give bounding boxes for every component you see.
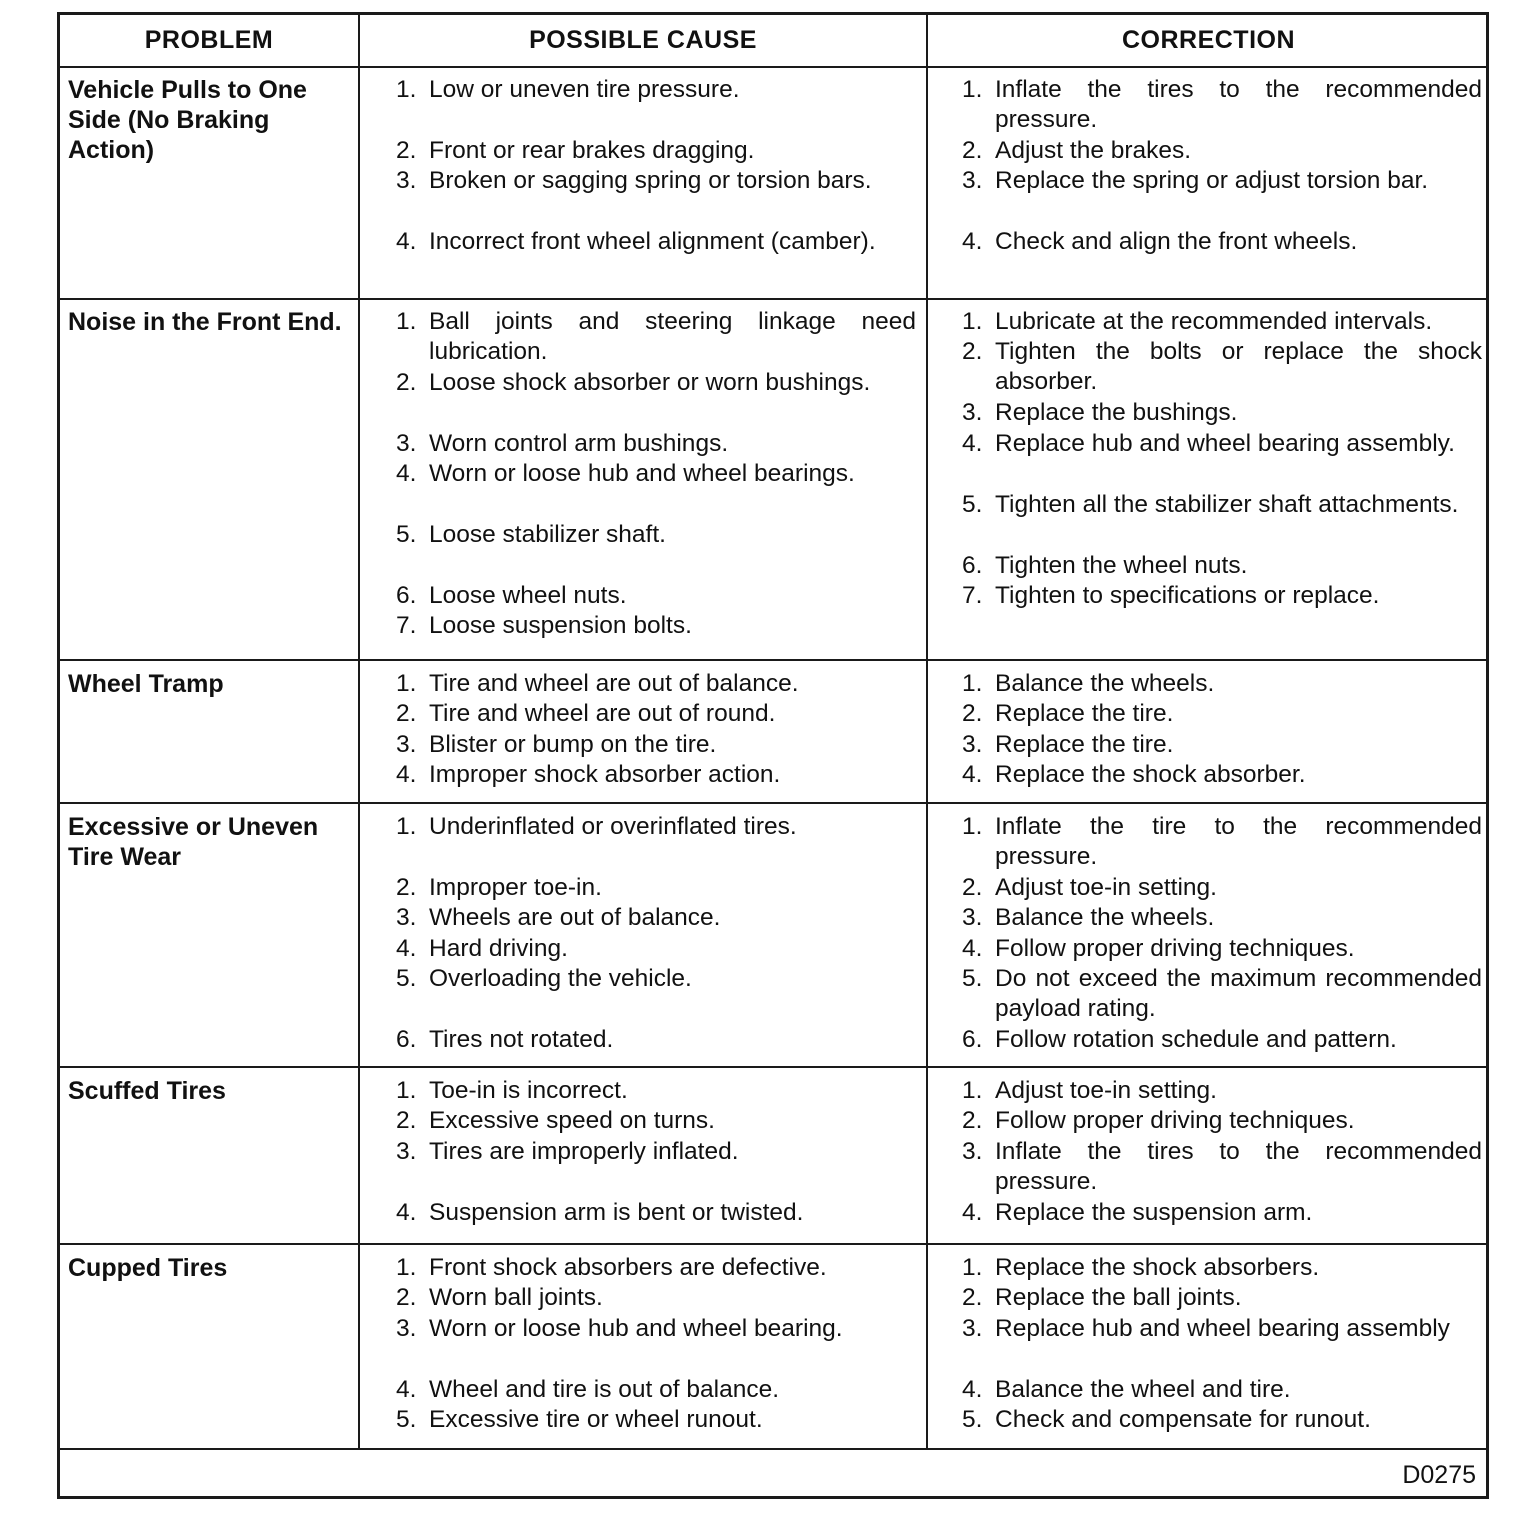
item-text: Front shock absorbers are defective. xyxy=(429,1254,827,1281)
item-number: 5. xyxy=(962,965,983,992)
correction-item xyxy=(962,1137,1482,1198)
item-text: Excessive speed on turns. xyxy=(429,1107,715,1134)
item-text: Replace hub and wheel bearing assembly xyxy=(995,1315,1450,1342)
item-number: 2. xyxy=(396,1107,417,1134)
item-number: 2. xyxy=(962,1107,983,1134)
cause-item xyxy=(396,873,916,903)
table-row xyxy=(60,300,1486,661)
item-text: Replace hub and wheel bearing assembly. xyxy=(995,430,1455,457)
cause-item xyxy=(396,812,916,842)
correction-item xyxy=(962,1253,1482,1283)
item-text: Balance the wheels. xyxy=(995,670,1215,697)
item-number: 5. xyxy=(962,1406,983,1433)
item-number: 1. xyxy=(396,813,417,840)
item-number: 4. xyxy=(396,935,417,962)
item-number: 4. xyxy=(962,228,983,255)
item-text: Replace the spring or adjust torsion bar. xyxy=(995,167,1429,194)
item-text: Adjust toe-in setting. xyxy=(995,1077,1217,1104)
correction-item xyxy=(962,873,1482,903)
table-header-row xyxy=(60,15,1486,68)
item-text: Worn or loose hub and wheel bearings. xyxy=(429,460,855,487)
item-text: Check and align the front wheels. xyxy=(995,228,1358,255)
cause-item xyxy=(396,903,916,933)
item-number: 3. xyxy=(962,731,983,758)
item-number: 1. xyxy=(396,1254,417,1281)
item-number: 1. xyxy=(962,1254,983,1281)
item-number: 2. xyxy=(396,1284,417,1311)
item-text: Tighten to specifications or replace. xyxy=(995,582,1380,609)
item-text: Replace the bushings. xyxy=(995,399,1238,426)
correction-item xyxy=(962,429,1482,459)
item-number: 3. xyxy=(396,430,417,457)
correction-item xyxy=(962,398,1482,428)
item-number: 7. xyxy=(396,612,417,639)
item-number: 4. xyxy=(396,761,417,788)
correction-item xyxy=(962,490,1482,520)
cause-item xyxy=(396,1106,916,1136)
cause-item xyxy=(396,227,916,257)
correction-item xyxy=(962,812,1482,873)
item-number: 3. xyxy=(396,904,417,931)
correction-item xyxy=(962,337,1482,398)
item-text: Check and compensate for runout. xyxy=(995,1406,1371,1433)
correction-item xyxy=(962,1314,1482,1344)
item-text: Inflate the tires to the recommended pressure. xyxy=(995,1138,1482,1196)
item-number: 2. xyxy=(962,1284,983,1311)
item-number: 6. xyxy=(962,1026,983,1053)
item-text: Tire and wheel are out of round. xyxy=(429,700,776,727)
item-number: 2. xyxy=(962,700,983,727)
item-number: 3. xyxy=(962,167,983,194)
cause-item xyxy=(396,136,916,166)
cause-item xyxy=(396,459,916,489)
item-text: Incorrect front wheel alignment (camber). xyxy=(429,228,876,255)
item-number: 2. xyxy=(396,137,417,164)
item-number: 4. xyxy=(962,430,983,457)
item-number: 4. xyxy=(396,1376,417,1403)
cause-item xyxy=(396,699,916,729)
correction-item xyxy=(962,1405,1482,1435)
correction-item xyxy=(962,760,1482,790)
problem-cell: Cupped Tires xyxy=(68,1254,228,1282)
item-text: Blister or bump on the tire. xyxy=(429,731,717,758)
item-text: Replace the tire. xyxy=(995,731,1174,758)
cause-item xyxy=(396,1198,916,1228)
item-text: Front or rear brakes dragging. xyxy=(429,137,755,164)
correction-item xyxy=(962,551,1482,581)
cause-item xyxy=(396,520,916,550)
cause-item xyxy=(396,1253,916,1283)
cause-item xyxy=(396,1375,916,1405)
item-text: Worn ball joints. xyxy=(429,1284,603,1311)
item-text: Tire and wheel are out of balance. xyxy=(429,670,799,697)
problem-cell: Wheel Tramp xyxy=(68,670,224,698)
item-number: 3. xyxy=(962,399,983,426)
column-divider xyxy=(926,15,928,1450)
item-number: 1. xyxy=(962,76,983,103)
item-number: 1. xyxy=(962,308,983,335)
item-number: 3. xyxy=(396,1138,417,1165)
item-text: Adjust the brakes. xyxy=(995,137,1192,164)
item-text: Replace the tire. xyxy=(995,700,1174,727)
item-number: 3. xyxy=(962,904,983,931)
item-text: Loose wheel nuts. xyxy=(429,582,627,609)
header-correction: CORRECTION xyxy=(1121,26,1296,54)
cause-item xyxy=(396,760,916,790)
item-number: 4. xyxy=(396,228,417,255)
item-number: 6. xyxy=(396,582,417,609)
cause-item xyxy=(396,1405,916,1435)
item-number: 4. xyxy=(396,460,417,487)
correction-item xyxy=(962,1198,1482,1228)
item-number: 3. xyxy=(962,1315,983,1342)
item-text: Suspension arm is bent or twisted. xyxy=(429,1199,804,1226)
item-text: Lubricate at the recommended intervals. xyxy=(995,308,1433,335)
cause-item xyxy=(396,581,916,611)
cause-item xyxy=(396,1137,916,1167)
item-text: Low or uneven tire pressure. xyxy=(429,76,740,103)
correction-item xyxy=(962,730,1482,760)
item-number: 1. xyxy=(962,670,983,697)
item-text: Balance the wheels. xyxy=(995,904,1215,931)
item-text: Do not exceed the maximum recommended payload rating. xyxy=(995,965,1482,1023)
item-text: Balance the wheel and tire. xyxy=(995,1376,1291,1403)
cause-item xyxy=(396,1025,916,1055)
item-number: 4. xyxy=(962,1376,983,1403)
correction-item xyxy=(962,1375,1482,1405)
cause-item xyxy=(396,75,916,105)
correction-item xyxy=(962,227,1482,257)
cause-item xyxy=(396,964,916,994)
item-text: Wheel and tire is out of balance. xyxy=(429,1376,780,1403)
item-number: 2. xyxy=(962,874,983,901)
item-number: 6. xyxy=(962,552,983,579)
cause-item xyxy=(396,611,916,641)
cause-item xyxy=(396,429,916,459)
cause-item xyxy=(396,368,916,398)
item-text: Inflate the tire to the recommended pressure. xyxy=(995,813,1482,871)
item-number: 5. xyxy=(396,965,417,992)
item-text: Hard driving. xyxy=(429,935,568,962)
item-number: 1. xyxy=(396,670,417,697)
table-row xyxy=(60,1245,1486,1450)
correction-item xyxy=(962,136,1482,166)
item-number: 2. xyxy=(962,338,983,365)
item-text: Follow proper driving techniques. xyxy=(995,935,1355,962)
item-number: 1. xyxy=(396,1077,417,1104)
item-number: 3. xyxy=(396,731,417,758)
item-text: Adjust toe-in setting. xyxy=(995,874,1217,901)
item-text: Tires not rotated. xyxy=(429,1026,614,1053)
correction-item xyxy=(962,166,1482,196)
correction-item xyxy=(962,964,1482,1025)
item-text: Replace the shock absorber. xyxy=(995,761,1306,788)
cause-item xyxy=(396,166,916,196)
item-text: Toe-in is incorrect. xyxy=(429,1077,628,1104)
item-number: 5. xyxy=(396,1406,417,1433)
item-text: Replace the suspension arm. xyxy=(995,1199,1313,1226)
item-text: Broken or sagging spring or torsion bars. xyxy=(429,167,872,194)
cause-item xyxy=(396,1314,916,1344)
correction-item xyxy=(962,581,1482,611)
problem-cell: Vehicle Pulls to One Side (No Braking Action) xyxy=(68,76,307,164)
table-row xyxy=(60,804,1486,1068)
item-text: Improper toe-in. xyxy=(429,874,602,901)
item-text: Loose suspension bolts. xyxy=(429,612,692,639)
item-text: Tires are improperly inflated. xyxy=(429,1138,739,1165)
correction-item xyxy=(962,1025,1482,1055)
cause-item xyxy=(396,730,916,760)
item-number: 4. xyxy=(396,1199,417,1226)
item-number: 1. xyxy=(396,308,417,335)
item-number: 1. xyxy=(962,1077,983,1104)
item-text: Tighten the wheel nuts. xyxy=(995,552,1248,579)
item-number: 1. xyxy=(396,76,417,103)
item-text: Worn or loose hub and wheel bearing. xyxy=(429,1315,843,1342)
item-text: Tighten the bolts or replace the shock absorber. xyxy=(995,338,1482,396)
item-number: 2. xyxy=(396,700,417,727)
header-possible-cause: POSSIBLE CAUSE xyxy=(529,26,757,54)
item-number: 3. xyxy=(962,1138,983,1165)
item-number: 5. xyxy=(962,491,983,518)
item-text: Improper shock absorber action. xyxy=(429,761,781,788)
item-text: Wheels are out of balance. xyxy=(429,904,721,931)
correction-item xyxy=(962,669,1482,699)
header-problem: PROBLEM xyxy=(144,26,274,54)
item-text: Replace the ball joints. xyxy=(995,1284,1242,1311)
problem-cell: Excessive or Uneven Tire Wear xyxy=(68,813,319,871)
item-text: Overloading the vehicle. xyxy=(429,965,692,992)
item-text: Excessive tire or wheel runout. xyxy=(429,1406,763,1433)
item-text: Tighten all the stabilizer shaft attachments. xyxy=(995,491,1459,518)
item-number: 7. xyxy=(962,582,983,609)
item-text: Follow proper driving techniques. xyxy=(995,1107,1355,1134)
cause-item xyxy=(396,307,916,368)
item-number: 3. xyxy=(396,1315,417,1342)
correction-item xyxy=(962,699,1482,729)
item-number: 1. xyxy=(962,813,983,840)
item-text: Underinflated or overinflated tires. xyxy=(429,813,797,840)
item-number: 3. xyxy=(396,167,417,194)
item-number: 5. xyxy=(396,521,417,548)
cause-item xyxy=(396,1076,916,1106)
item-text: Loose stabilizer shaft. xyxy=(429,521,666,548)
correction-item xyxy=(962,934,1482,964)
correction-item xyxy=(962,903,1482,933)
table-row xyxy=(60,1068,1486,1245)
item-number: 6. xyxy=(396,1026,417,1053)
problem-cell: Noise in the Front End. xyxy=(68,308,342,336)
item-text: Ball joints and steering linkage need lubrication. xyxy=(429,308,916,366)
column-divider xyxy=(358,15,360,1450)
figure-code: D0275 xyxy=(1402,1461,1476,1489)
correction-item xyxy=(962,1283,1482,1313)
correction-item xyxy=(962,307,1482,337)
item-number: 2. xyxy=(962,137,983,164)
correction-item xyxy=(962,75,1482,136)
problem-cell: Scuffed Tires xyxy=(68,1077,226,1105)
item-number: 2. xyxy=(396,874,417,901)
item-text: Replace the shock absorbers. xyxy=(995,1254,1320,1281)
cause-item xyxy=(396,669,916,699)
item-text: Worn control arm bushings. xyxy=(429,430,729,457)
item-number: 4. xyxy=(962,761,983,788)
item-text: Follow rotation schedule and pattern. xyxy=(995,1026,1397,1053)
table-row xyxy=(60,661,1486,804)
correction-item xyxy=(962,1106,1482,1136)
cause-item xyxy=(396,1283,916,1313)
cause-item xyxy=(396,934,916,964)
table-row xyxy=(60,68,1486,300)
item-number: 4. xyxy=(962,935,983,962)
item-text: Loose shock absorber or worn bushings. xyxy=(429,369,871,396)
item-number: 4. xyxy=(962,1199,983,1226)
item-number: 2. xyxy=(396,369,417,396)
item-text: Inflate the tires to the recommended pressure. xyxy=(995,76,1482,134)
correction-item xyxy=(962,1076,1482,1106)
troubleshooting-table xyxy=(57,12,1489,1499)
